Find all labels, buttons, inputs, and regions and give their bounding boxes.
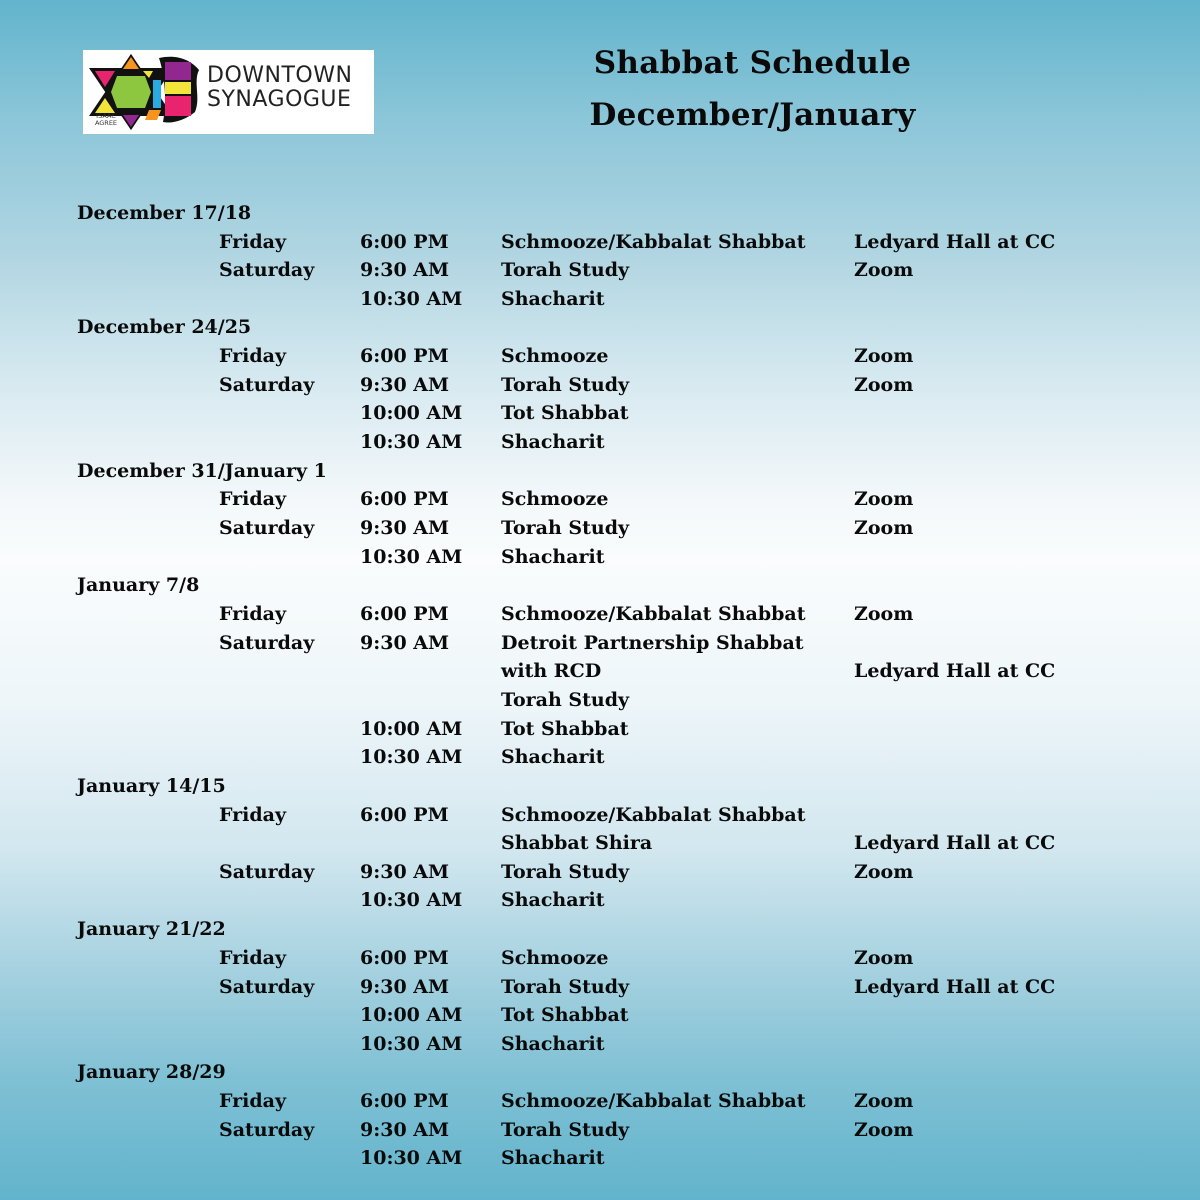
event-cell: Torah Study: [501, 259, 630, 281]
time-cell: 10:00 AM: [360, 718, 463, 740]
time-cell: 10:30 AM: [360, 1033, 463, 1055]
event-cell: Torah Study: [501, 374, 630, 396]
location-cell: Zoom: [854, 345, 914, 367]
day-cell: Friday: [219, 804, 287, 826]
logo-sub-1: ISAAC: [96, 112, 116, 120]
event-cell: Schmooze/Kabbalat Shabbat: [501, 231, 806, 253]
time-cell: 6:00 PM: [360, 231, 449, 253]
location-cell: Zoom: [854, 1119, 914, 1141]
time-cell: 10:30 AM: [360, 889, 463, 911]
day-cell: Friday: [219, 345, 287, 367]
logo-sub-2: AGREE: [94, 119, 118, 127]
time-cell: 10:30 AM: [360, 1147, 463, 1169]
event-cell: Schmooze: [501, 947, 609, 969]
time-cell: 9:30 AM: [360, 1119, 450, 1141]
event-cell: Torah Study: [501, 517, 630, 539]
day-cell: Friday: [219, 1090, 287, 1112]
event-cell: Schmooze: [501, 345, 609, 367]
day-cell: Saturday: [219, 517, 315, 539]
event-cell: Shacharit: [501, 889, 605, 911]
time-cell: 10:30 AM: [360, 746, 463, 768]
week-heading: January 21/22: [77, 918, 226, 940]
event-cell: Schmooze/Kabbalat Shabbat: [501, 1090, 806, 1112]
event-cell: Shabbat Shira: [501, 832, 653, 854]
location-cell: Zoom: [854, 374, 914, 396]
event-cell: Torah Study: [501, 689, 630, 711]
week-heading: December 24/25: [77, 316, 252, 338]
time-cell: 10:30 AM: [360, 288, 463, 310]
event-cell: Shacharit: [501, 546, 605, 568]
time-cell: 6:00 PM: [360, 804, 449, 826]
day-cell: Friday: [219, 231, 287, 253]
logo-wordmark: [207, 64, 352, 112]
event-cell: Shacharit: [501, 288, 605, 310]
location-cell: Zoom: [854, 947, 914, 969]
time-cell: 10:30 AM: [360, 546, 463, 568]
time-cell: 6:00 PM: [360, 947, 449, 969]
event-cell: Detroit Partnership Shabbat: [501, 632, 804, 654]
day-cell: Friday: [219, 947, 287, 969]
location-cell: Zoom: [854, 517, 914, 539]
time-cell: 9:30 AM: [360, 374, 450, 396]
location-cell: Ledyard Hall at CC: [854, 832, 1056, 854]
event-cell: Schmooze/Kabbalat Shabbat: [501, 804, 806, 826]
event-cell: Shacharit: [501, 431, 605, 453]
downtown-synagogue-logo: [83, 50, 374, 134]
day-cell: Saturday: [219, 861, 315, 883]
time-cell: 9:30 AM: [360, 632, 450, 654]
time-cell: 6:00 PM: [360, 603, 449, 625]
week-heading: January 7/8: [77, 574, 200, 596]
time-cell: 9:30 AM: [360, 976, 450, 998]
event-cell: Schmooze: [501, 488, 609, 510]
event-cell: Torah Study: [501, 1119, 630, 1141]
event-cell: with RCD: [501, 660, 602, 682]
event-cell: Tot Shabbat: [501, 718, 629, 740]
day-cell: Friday: [219, 488, 287, 510]
event-cell: Schmooze/Kabbalat Shabbat: [501, 603, 806, 625]
day-cell: Friday: [219, 603, 287, 625]
page-subtitle: December/January: [589, 97, 916, 133]
day-cell: Saturday: [219, 374, 315, 396]
week-heading: January 28/29: [77, 1061, 226, 1083]
logo-line-2: SYNAGOGUE: [207, 87, 352, 112]
page-title: Shabbat Schedule: [593, 45, 912, 81]
event-cell: Tot Shabbat: [501, 1004, 629, 1026]
location-cell: Zoom: [854, 488, 914, 510]
location-cell: Zoom: [854, 259, 914, 281]
location-cell: Ledyard Hall at CC: [854, 660, 1056, 682]
event-cell: Tot Shabbat: [501, 402, 629, 424]
location-cell: Ledyard Hall at CC: [854, 231, 1056, 253]
week-heading: January 14/15: [77, 775, 226, 797]
week-heading: December 31/January 1: [77, 460, 327, 482]
time-cell: 6:00 PM: [360, 1090, 449, 1112]
day-cell: Saturday: [219, 632, 315, 654]
location-cell: Zoom: [854, 861, 914, 883]
time-cell: 9:30 AM: [360, 259, 450, 281]
event-cell: Shacharit: [501, 746, 605, 768]
time-cell: 9:30 AM: [360, 861, 450, 883]
location-cell: Ledyard Hall at CC: [854, 976, 1056, 998]
event-cell: Shacharit: [501, 1147, 605, 1169]
event-cell: Torah Study: [501, 976, 630, 998]
time-cell: 10:00 AM: [360, 1004, 463, 1026]
event-cell: Torah Study: [501, 861, 630, 883]
logo-line-1: DOWNTOWN: [207, 63, 353, 88]
time-cell: 6:00 PM: [360, 488, 449, 510]
time-cell: 10:30 AM: [360, 431, 463, 453]
location-cell: Zoom: [854, 1090, 914, 1112]
time-cell: 10:00 AM: [360, 402, 463, 424]
logo-subtext: [89, 113, 123, 127]
day-cell: Saturday: [219, 259, 315, 281]
day-cell: Saturday: [219, 1119, 315, 1141]
location-cell: Zoom: [854, 603, 914, 625]
event-cell: Shacharit: [501, 1033, 605, 1055]
time-cell: 9:30 AM: [360, 517, 450, 539]
day-cell: Saturday: [219, 976, 315, 998]
time-cell: 6:00 PM: [360, 345, 449, 367]
week-heading: December 17/18: [77, 202, 252, 224]
